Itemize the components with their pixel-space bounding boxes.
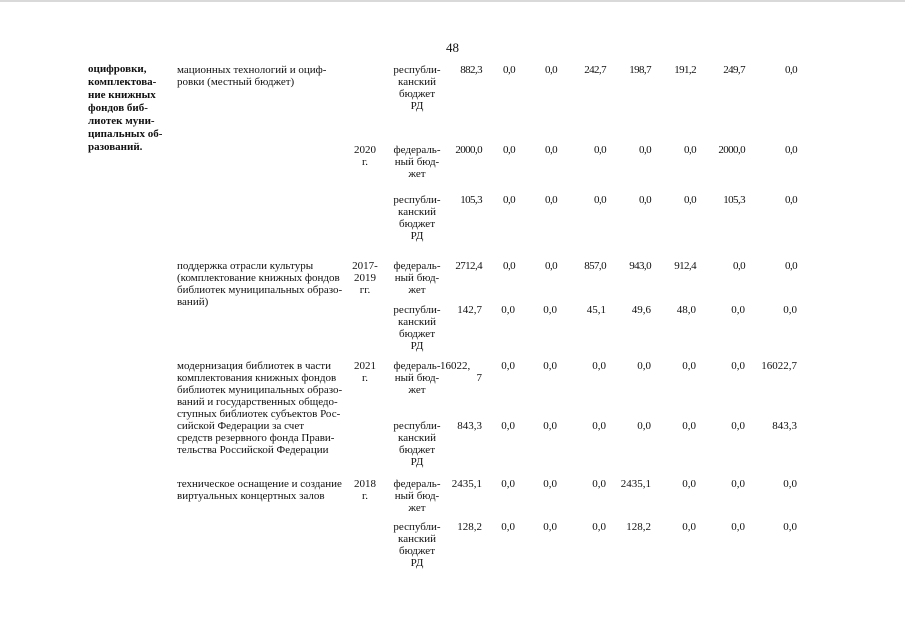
description-line: (комплектование книжных фондов [177, 272, 340, 284]
funding-source-line: РД [410, 456, 424, 468]
description-line: комплектования книжных фондов [177, 372, 337, 384]
value-line: 16022, [440, 360, 471, 372]
value-cell: 0,0 [783, 478, 797, 490]
value-cell: 0,0 [501, 478, 515, 490]
funding-source-line: республи- [393, 304, 441, 316]
value-cell: 128,2 [626, 521, 651, 533]
funding-source-line: федераль- [393, 144, 441, 156]
measure-name-line: фондов биб- [88, 102, 148, 114]
value-cell: 0,0 [783, 521, 797, 533]
value-cell: 0,0 [785, 144, 797, 156]
funding-source-line: жет [408, 384, 426, 396]
year-line: 2019 [354, 272, 376, 284]
year-cell [350, 260, 380, 296]
value-cell: 0,0 [731, 304, 745, 316]
value-cell: 142,7 [457, 304, 482, 316]
value-cell: 0,0 [501, 360, 515, 372]
funding-source-line: ный бюд- [394, 272, 440, 284]
value-cell: 0,0 [637, 360, 651, 372]
value-cell: 2435,1 [451, 478, 482, 490]
year-cell [350, 478, 380, 502]
value-cell: 0,0 [785, 64, 797, 76]
description-text [177, 64, 349, 88]
value-cell: 0,0 [682, 360, 696, 372]
value-cell: 0,0 [682, 478, 696, 490]
funding-source-line: жет [408, 168, 426, 180]
description-line: библиотек муниципальных образо- [177, 284, 343, 296]
description-line: средств резервного фонда Прави- [177, 432, 335, 444]
funding-source-line: РД [410, 557, 424, 569]
funding-source-line: республи- [393, 64, 441, 76]
description-line: техническое оснащение и создание [177, 478, 342, 490]
value-cell: 0,0 [639, 144, 651, 156]
value-cell: 912,4 [674, 260, 696, 272]
value-cell: 0,0 [545, 64, 557, 76]
scan-top-edge [0, 0, 905, 2]
value-cell: 0,0 [592, 360, 606, 372]
funding-source-cell [392, 521, 442, 569]
funding-source-line: канский [398, 76, 436, 88]
funding-source-line: РД [410, 230, 424, 242]
value-cell: 0,0 [543, 304, 557, 316]
funding-source-cell [392, 144, 442, 180]
measure-name-line: комплектова- [88, 76, 157, 88]
funding-source-line: бюджет [399, 545, 435, 557]
value-cell: 0,0 [684, 144, 696, 156]
value-cell: 0,0 [594, 144, 606, 156]
year-line: 2017- [352, 260, 378, 272]
value-cell: 857,0 [584, 260, 606, 272]
value-cell: 0,0 [543, 521, 557, 533]
value-cell: 48,0 [676, 304, 696, 316]
description-line: ступных библиотек субъектов Рос- [177, 408, 341, 420]
year-cell [350, 360, 380, 384]
value-cell: 943,0 [629, 260, 651, 272]
measure-name-line: разований. [88, 141, 143, 153]
funding-source-line: РД [410, 100, 424, 112]
description-line: мационных технологий и оциф- [177, 64, 327, 76]
value-cell: 0,0 [503, 194, 515, 206]
description-line: тельства Российской Федерации [177, 444, 329, 456]
funding-source-cell [392, 420, 442, 468]
value-cell: 0,0 [503, 144, 515, 156]
funding-source-line: республи- [393, 420, 441, 432]
description-line: ровки (местный бюджет) [177, 76, 295, 88]
value-cell: 2435,1 [620, 478, 651, 490]
value-cell: 2712,4 [455, 260, 482, 272]
value-cell: 0,0 [501, 521, 515, 533]
description-line: ваний и государственных общедо- [177, 396, 338, 408]
description-line: модернизация библиотек в части [177, 360, 331, 372]
page-number: 48 [446, 40, 459, 55]
funding-source-line: республи- [393, 521, 441, 533]
year-line: г. [361, 490, 369, 502]
description-text [177, 360, 349, 456]
funding-source-line: канский [398, 316, 436, 328]
funding-source-cell [392, 64, 442, 112]
value-cell: 0,0 [501, 304, 515, 316]
funding-source-cell [392, 360, 442, 396]
value-line: 7 [476, 372, 482, 384]
measure-name-line: оцифровки, [88, 63, 147, 75]
value-cell: 0,0 [684, 194, 696, 206]
value-cell: 0,0 [501, 420, 515, 432]
value-cell: 0,0 [543, 420, 557, 432]
value-cell: 249,7 [723, 64, 745, 76]
value-cell: 105,3 [460, 194, 482, 206]
description-text [177, 478, 349, 502]
year-line: 2020 [354, 144, 376, 156]
funding-source-cell [392, 304, 442, 352]
funding-source-line: бюджет [399, 88, 435, 100]
funding-source-line: канский [398, 533, 436, 545]
value-cell: 0,0 [733, 260, 745, 272]
description-line: библиотек муниципальных образо- [177, 384, 343, 396]
value-cell: 0,0 [731, 420, 745, 432]
measure-name-line: ние книжных [88, 89, 156, 101]
funding-source-cell [392, 478, 442, 514]
funding-source-line: федераль- [393, 260, 441, 272]
funding-source-line: ный бюд- [394, 490, 440, 502]
description-text [177, 260, 349, 308]
value-cell: 0,0 [545, 194, 557, 206]
value-cell: 0,0 [543, 478, 557, 490]
funding-source-line: РД [410, 340, 424, 352]
year-line: г. [361, 156, 369, 168]
value-cell: 0,0 [682, 420, 696, 432]
funding-source-line: канский [398, 432, 436, 444]
year-line: 2021 [354, 360, 376, 372]
value-cell: 0,0 [731, 521, 745, 533]
value-cell: 198,7 [629, 64, 651, 76]
value-cell: 191,2 [674, 64, 696, 76]
year-line: гг. [359, 284, 371, 296]
value-cell: 0,0 [637, 420, 651, 432]
value-cell: 242,7 [584, 64, 606, 76]
value-cell: 0,0 [785, 194, 797, 206]
value-cell: 0,0 [592, 478, 606, 490]
measure-name-line: ципальных об- [88, 128, 163, 140]
description-line: виртуальных концертных залов [177, 490, 325, 502]
funding-source-line: федераль- [393, 478, 441, 490]
value-cell: 843,3 [457, 420, 482, 432]
funding-source-line: ный бюд- [394, 372, 440, 384]
value-cell: 843,3 [772, 420, 797, 432]
value-cell: 0,0 [592, 521, 606, 533]
funding-source-line: жет [408, 502, 426, 514]
description-line: ваний) [177, 296, 209, 308]
description-line: сийской Федерации за счет [177, 420, 305, 432]
funding-source-line: федераль- [393, 360, 441, 372]
year-line: г. [361, 372, 369, 384]
value-cell: 0,0 [783, 304, 797, 316]
value-cell: 128,2 [457, 521, 482, 533]
measure-name-line: лиотек муни- [88, 115, 155, 127]
value-cell: 0,0 [503, 260, 515, 272]
value-cell: 45,1 [586, 304, 606, 316]
value-cell: 0,0 [545, 260, 557, 272]
description-line: поддержка отрасли культуры [177, 260, 314, 272]
value-cell: 0,0 [639, 194, 651, 206]
value-cell: 16022,7 [761, 360, 797, 372]
value-cell: 49,6 [631, 304, 651, 316]
value-cell: 0,0 [731, 360, 745, 372]
funding-source-line: ный бюд- [394, 156, 440, 168]
value-cell: 882,3 [460, 64, 482, 76]
funding-source-cell [392, 194, 442, 242]
year-cell [350, 144, 380, 168]
funding-source-line: бюджет [399, 444, 435, 456]
value-cell: 0,0 [503, 64, 515, 76]
value-cell: 0,0 [545, 144, 557, 156]
funding-source-line: республи- [393, 194, 441, 206]
funding-source-line: канский [398, 206, 436, 218]
value-cell: 0,0 [543, 360, 557, 372]
value-cell: 2000,0 [718, 144, 745, 156]
funding-source-line: бюджет [399, 218, 435, 230]
value-cell: 0,0 [785, 260, 797, 272]
year-line: 2018 [354, 478, 376, 490]
value-cell: 105,3 [723, 194, 745, 206]
value-cell: 0,0 [682, 521, 696, 533]
funding-source-line: жет [408, 284, 426, 296]
funding-source-line: бюджет [399, 328, 435, 340]
value-cell [440, 360, 482, 384]
funding-source-cell [392, 260, 442, 296]
measure-name-column [88, 63, 168, 154]
value-cell: 0,0 [731, 478, 745, 490]
value-cell: 0,0 [594, 194, 606, 206]
value-cell: 0,0 [592, 420, 606, 432]
value-cell: 2000,0 [455, 144, 482, 156]
